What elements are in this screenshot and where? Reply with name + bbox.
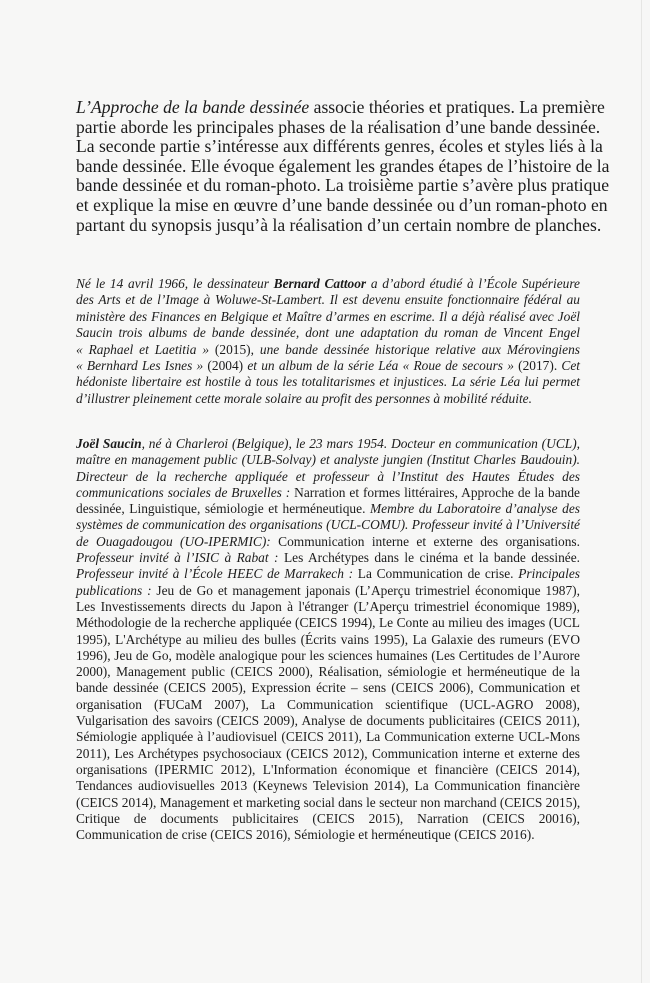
bio-line: Saucin trois albums de bande dessinée, dont une adaptation du roman de Vincent Engel bbox=[76, 325, 580, 341]
bio-line: « Bernhard Les Isnes » (2004) et un album de la série Léa « Roue de secours » (2017). Cet bbox=[76, 358, 580, 374]
intro-line: partant du synopsis jusqu’à la réalisation d’un certain nombre de planches. bbox=[76, 214, 602, 235]
intro-paragraph bbox=[76, 97, 610, 235]
bio-line: Professeur invité à l’ISIC à Rabat : Les Archétypes dans le cinéma et la bande dessinée. bbox=[76, 550, 580, 566]
bio-line: d’illustrer pleinement cette morale solaire au profit des personnes à mobilité réduite. bbox=[76, 390, 532, 406]
bio-line: Né le 14 avril 1966, le dessinateur Bernard Cattoor a d’abord étudié à l’École Supérieure bbox=[76, 276, 580, 291]
bio-line: Joël Saucin, né à Charleroi (Belgique), le 23 mars 1954. Docteur en communication (UCL), bbox=[76, 436, 580, 451]
publication-line: Critique de documents publicitaires (CEICS 2015), Narration (CEICS 20016), bbox=[76, 810, 580, 826]
publication-line: organisations (IPERMIC 2012), L'Information économique et financière (CEICS 2014), bbox=[76, 761, 580, 777]
bio-line: systèmes de communication des organisations (UCL-COMU). Professeur invité à l’Université bbox=[76, 517, 580, 533]
publication-line: Méthodologie de la recherche appliquée (CEICS 1994), Le Conte au milieu des images (UCL bbox=[76, 615, 580, 631]
publication-line: 2011), Les Archétypes psychosociaux (CEICS 2012), Communication interne et externe des bbox=[76, 745, 580, 761]
bio-cattoor bbox=[76, 276, 580, 407]
publication-line: Vulgarisation des savoirs (CEICS 2009), Analyse de documents publicitaires (CEICS 2011), bbox=[76, 713, 580, 729]
publication-line: bande dessinée (CEICS 2005), Expression écrite – sens (CEICS 2006), Communication et bbox=[76, 680, 580, 696]
publication-line: Sémiologie appliquée à l’audiovisuel (CEICS 2011), La Communication externe UCL-Mons bbox=[76, 729, 580, 745]
publication-line: Les Investissements directs du Japon à l'étranger (L’Aperçu trimestriel économique 1989), bbox=[76, 598, 580, 614]
bio-line: Professeur invité à l’École HEEC de Marrakech : La Communication de crise. Principales bbox=[76, 566, 580, 582]
publication-line: 2000), Management public (CEICS 2000), Réalisation, sémiologie et herméneutique de la bbox=[76, 664, 580, 680]
bio-line: hédoniste libertaire est hostile à tous les totalitarismes et injustices. La série Léa lui permet bbox=[76, 374, 580, 390]
bio-line: ministère des Finances en Belgique et Maître d’armes en escrime. Il a déjà réalisé avec Joël bbox=[76, 308, 580, 324]
author-name: Bernard Cattoor bbox=[273, 276, 367, 291]
publication-line: Communication de crise (CEICS 2016), Sémiologie et herméneutique (CEICS 2016). bbox=[76, 827, 535, 843]
author-name: Joël Saucin bbox=[76, 436, 142, 451]
intro-line: partie aborde les principales phases de la réalisation d’une bande dessinée. bbox=[76, 116, 601, 137]
bio-line: Directeur de la recherche appliquée et professeur à l’Institut des Hautes Études des bbox=[76, 468, 580, 484]
bio-line: maître en management public (ULB-Solvay) et analyste jungien (Institut Charles Baudouin). bbox=[76, 452, 580, 468]
publication-line: Tendances audiovisuelles 2013 (Keynews Television 2014), La Communication financière bbox=[76, 778, 580, 794]
publication-line: 1995), L'Archétype au milieu des bulles (Écrits vains 1995), La Galaxie des rumeurs (EVO bbox=[76, 631, 580, 647]
intro-line: bande dessinée. Elle évoque également les grandes étapes de l’histoire de la bbox=[76, 155, 610, 176]
bio-line: publications : Jeu de Go et management japonais (L’Aperçu trimestriel économique 1987), bbox=[76, 582, 580, 598]
publication-line: organisation (FUCaM 2007), La Communication scientifique (UCL-AGRO 2008), bbox=[76, 696, 580, 712]
bio-line: dessinée, Linguistique, sémiologie et herméneutique. Membre du Laboratoire d’analyse des bbox=[76, 501, 581, 517]
intro-line: bande dessinée et du roman-photo. La troisième partie s’avère plus pratique bbox=[76, 175, 610, 196]
intro-line: et explique la mise en œuvre d’une bande dessinée ou d’un roman-photo en bbox=[76, 194, 608, 215]
bio-line: de Ouagadougou (UO-IPERMIC): Communication interne et externe des organisations. bbox=[76, 533, 580, 549]
bio-line: « Raphael et Laetitia » (2015), une bande dessinée historique relative aux Mérovingiens bbox=[76, 341, 581, 357]
intro-line: La seconde partie s’intéresse aux différents genres, écoles et styles liés à la bbox=[76, 136, 603, 157]
book-title: L’Approche de la bande dessinée bbox=[76, 97, 310, 117]
publication-line: 1996), Jeu de Go, modèle analogique pour les sciences humaines (Les Certitudes de l’Aurore bbox=[76, 647, 580, 663]
intro-line: L’Approche de la bande dessinée associe théories et pratiques. La première bbox=[76, 97, 605, 117]
page-edge bbox=[641, 0, 642, 983]
bio-line: des Arts et de l’Image à Woluwe-St-Lambert. Il est devenu ensuite fonctionnaire fédéral au bbox=[76, 292, 580, 308]
publication-line: (CEICS 2014), Management et marketing social dans le secteur non marchand (CEICS 2015), bbox=[76, 794, 581, 810]
bio-line: communications sociales de Bruxelles : Narration et formes littéraires, Approche de la bande bbox=[76, 484, 580, 500]
bio-saucin bbox=[76, 436, 580, 843]
